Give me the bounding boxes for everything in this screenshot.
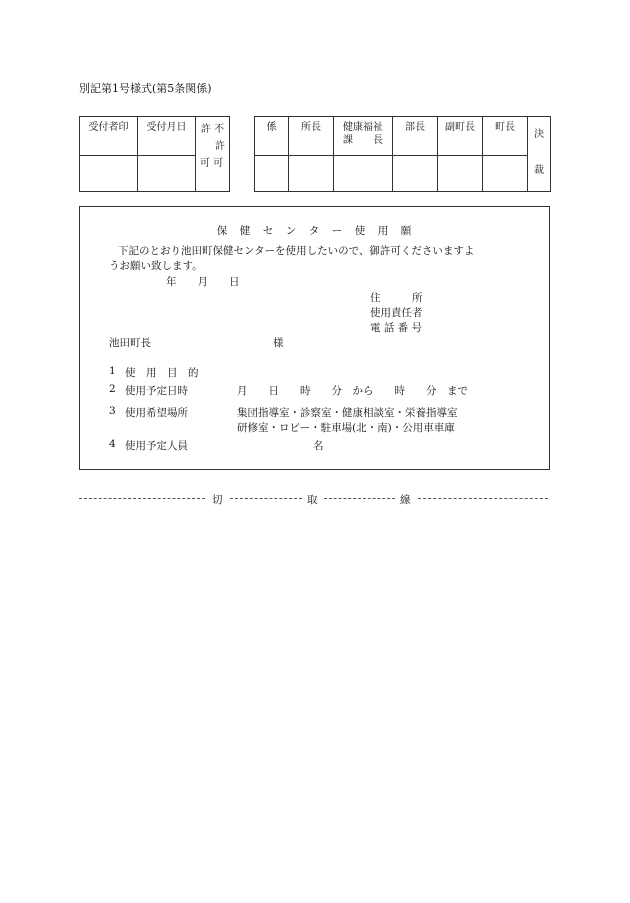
cut-line-dash-4 <box>418 498 548 499</box>
addressee: 池田町長 <box>109 337 151 349</box>
date-line: 年 月 日 <box>166 276 240 288</box>
permit-top: 許 不 <box>200 124 225 135</box>
item-3-value-line-2: 研修室・ロビー・駐車場(北・南)・公用車車庫 <box>237 422 455 434</box>
item-1-number: 1 <box>109 365 116 377</box>
cut-line-dash-1 <box>79 498 205 499</box>
application-title: 保 健 セ ン タ ー 使 用 願 <box>216 225 413 237</box>
receipt-stamp-cell[interactable] <box>80 156 138 192</box>
approval-header-director: 所長 <box>289 117 334 156</box>
form-id: 別記第1号様式(第5条関係) <box>79 82 212 95</box>
phone-label: 電 話 番 号 <box>370 322 423 334</box>
item-4-number: 4 <box>109 438 116 450</box>
approval-header-staff: 係 <box>255 117 289 156</box>
item-3-value: 集団指導室・診察室・健康相談室・栄養指導室 <box>237 407 458 419</box>
decision-top: 決 <box>534 129 544 140</box>
approval-header-section-chief: 健康福祉 課 長 <box>334 117 393 156</box>
stamp-cell-section-chief[interactable] <box>334 156 393 192</box>
stamp-cell-dept-head[interactable] <box>393 156 438 192</box>
decision-cell <box>528 117 551 192</box>
request-line-2: うお願い致します。 <box>109 260 203 272</box>
cut-line-word-3: 線 <box>400 494 411 506</box>
approval-header-mayor: 町長 <box>483 117 528 156</box>
approval-header-dept-head: 部長 <box>393 117 438 156</box>
application-form <box>79 206 550 470</box>
receipt-stamp-header: 受付者印 <box>80 117 138 156</box>
item-2-label: 使用予定日時 <box>125 385 188 397</box>
address-label: 住 所 <box>370 292 423 304</box>
item-4-label: 使用予定人員 <box>125 440 188 452</box>
item-4-value: 名 <box>313 440 324 452</box>
receipt-date-header: 受付月日 <box>138 117 196 156</box>
item-3-label: 使用希望場所 <box>125 407 188 419</box>
cut-line-dash-3 <box>324 498 395 499</box>
stamp-cell-deputy-mayor[interactable] <box>438 156 483 192</box>
approval-header-deputy-mayor: 副町長 <box>438 117 483 156</box>
receipt-date-cell[interactable] <box>138 156 196 192</box>
permit-bottom: 可 可 <box>200 158 224 169</box>
honorific: 様 <box>273 337 284 349</box>
approval-table <box>254 116 551 192</box>
stamp-cell-director[interactable] <box>289 156 334 192</box>
cut-line-word-2: 取 <box>307 494 318 506</box>
permit-mid: 許 <box>215 141 225 152</box>
item-2-value: 月 日 時 分 から 時 分 まで <box>237 385 468 397</box>
cut-line-dash-2 <box>230 498 302 499</box>
permit-cell <box>196 117 230 192</box>
decision-bottom: 裁 <box>534 165 544 176</box>
stamp-cell-staff[interactable] <box>255 156 289 192</box>
cut-line-word-1: 切 <box>212 494 223 506</box>
item-1-label: 使 用 目 的 <box>125 367 199 379</box>
item-2-number: 2 <box>109 383 116 395</box>
receipt-table <box>79 116 230 192</box>
responsible-label: 使用責任者 <box>370 307 423 319</box>
request-line-1: 下記のとおり池田町保健センターを使用したいので、御許可くださいますよ <box>118 245 475 257</box>
stamp-cell-mayor[interactable] <box>483 156 528 192</box>
item-3-number: 3 <box>109 405 116 417</box>
